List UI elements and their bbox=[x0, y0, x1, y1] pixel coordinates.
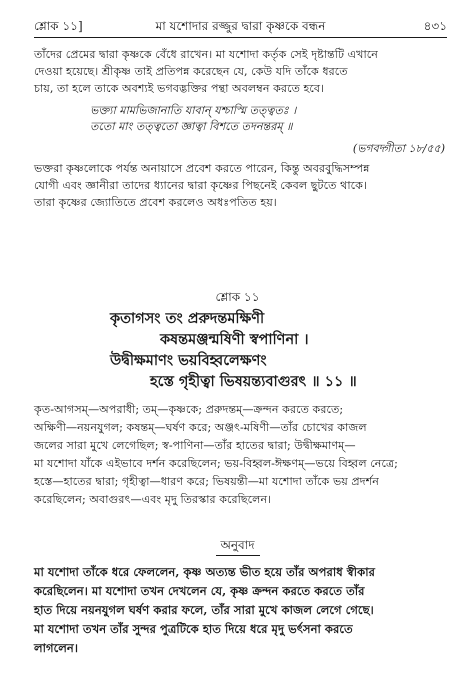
purport-line: দেওয়া হয়েছে। শ্রীকৃষ্ণ তাই প্রতিপন্ন করেছেন যে, কেউ যদি তাঁকে ধরতে bbox=[34, 65, 348, 78]
gita-verse bbox=[90, 103, 296, 135]
sloka-line-1: কৃতাগসং তং প্ররুদন্তমক্ষিণী bbox=[110, 310, 265, 327]
translation-heading: অনুবাদ bbox=[220, 538, 255, 552]
purport-line: চায়, তা হলে তাকে অবশ্যই ভগবদ্ভক্তির পন্থা অবলম্বন করতে হবে। bbox=[34, 82, 325, 95]
purport-top bbox=[34, 46, 447, 97]
gita-verse-line: ভক্ত্যা মামভিজানাতি যাবান্ যশ্চাস্মি তত্ত্বতঃ । bbox=[90, 104, 297, 117]
word-meanings bbox=[34, 401, 447, 509]
purport-bottom bbox=[34, 160, 447, 211]
word-meaning-line: করেছিলেন; অবাগুরৎ—এবং মৃদু তিরস্কার করেছিলেন। bbox=[34, 493, 272, 506]
word-meaning-line: মা যশোদা যাঁকে এইভাবে দর্শন করেছিলেন; ভয়-বিহ্বল-ঈক্ষণম্—ভয়ে বিহ্বল নেত্রে; bbox=[34, 457, 398, 470]
word-meaning-line: হস্তে—হাতের দ্বারা; গৃহীত্বা—ধারণ করে; ভিষয়ন্তী—মা যশোদা তাঁকে ভয় প্রদর্শন bbox=[34, 475, 379, 488]
purport-line: তারা কৃষ্ণের জ্যোতিতে প্রবেশ করলেও অধঃপতিত হয়। bbox=[34, 196, 277, 209]
header-verse-ref: শ্লোক ১১] bbox=[34, 19, 83, 33]
purport-line: ভক্তরা কৃষ্ণলোকে পর্যন্ত অনায়াসে প্রবেশ করতে পারেন, কিন্তু অবরবুদ্ধিসম্পন্ন bbox=[34, 162, 370, 175]
gita-reference: (ভগবদ্গীতা ১৮/৫৫) bbox=[352, 142, 445, 155]
translation-line: করেছিলেন। মা যশোদা তখন দেখলেন যে, কৃষ্ণ ক্রন্দন করতে করতে তাঁর bbox=[34, 584, 365, 598]
word-meaning-line: জলের সারা মুখে লেগেছিল; স্ব-পাণিনা—তাঁর হাতের দ্বারা; উদ্বীক্ষমাণম্— bbox=[34, 439, 356, 452]
translation-line: মা যশোদা তাঁকে ধরে ফেললেন, কৃষ্ণ অত্যন্ত ভীত হয়ে তাঁর অপরাধ স্বীকার bbox=[34, 565, 375, 579]
translation-line: হাত দিয়ে নয়নযুগল ঘর্ষণ করার ফলে, তাঁর সারা মুখে কাজল লেগে গেছে। bbox=[34, 603, 374, 617]
header-rule bbox=[34, 37, 447, 38]
running-header bbox=[34, 18, 447, 38]
purport-line: তাঁদের প্রেমের দ্বারা কৃষ্ণকে বেঁধে রাখেন। মা যশোদা কর্তৃক সেই দৃষ্টান্তটি এখানে bbox=[34, 48, 378, 61]
sloka-title: শ্লোক ১১ bbox=[215, 290, 260, 304]
header-chapter-title: মা যশোদার রজ্জুর দ্বারা কৃষ্ণকে বন্ধন bbox=[155, 19, 326, 33]
translation-line: মা যশোদা তখন তাঁর সুন্দর পুত্রটিকে হাত দিয়ে ধরে মৃদু ভর্ৎসনা করতে bbox=[34, 622, 353, 636]
sloka-line-4: হস্তে গৃহীত্বা ভিষয়ন্ত্যবাগুরৎ ॥ ১১ ॥ bbox=[150, 373, 357, 390]
header-page-number: ৪৩১ bbox=[423, 19, 447, 33]
purport-line: যোগী এবং জ্ঞানীরা তাদের ধ্যানের দ্বারা কৃষ্ণের পিছনেই কেবল ছুটতে থাকে। bbox=[34, 179, 367, 192]
translation-heading-rule bbox=[216, 555, 260, 556]
word-meaning-line: কৃত-আগসম্—অপরাধী; তম্—কৃষ্ণকে; প্ররুদন্তম্—ক্রন্দন করতে করতে; bbox=[34, 403, 344, 416]
translation-line: লাগলেন। bbox=[34, 641, 78, 655]
gita-verse-line: ততো মাং তত্ত্বতো জ্ঞাত্বা বিশতে তদনন্তরম্ ॥ bbox=[90, 120, 293, 133]
sloka-line-3: উদ্বীক্ষমাণং ভয়বিহ্বলেক্ষণং bbox=[110, 352, 267, 369]
sloka-line-2: কষন্তমঞ্জন্মষিণী স্বপাণিনা । bbox=[160, 331, 309, 348]
translation bbox=[34, 563, 447, 658]
word-meaning-line: অক্ষিণী—নয়নযুগল; কষন্তম্—ঘর্ষণ করে; অঞ্জৎ-মষিণী—তাঁর চোখের কাজল bbox=[34, 421, 367, 434]
